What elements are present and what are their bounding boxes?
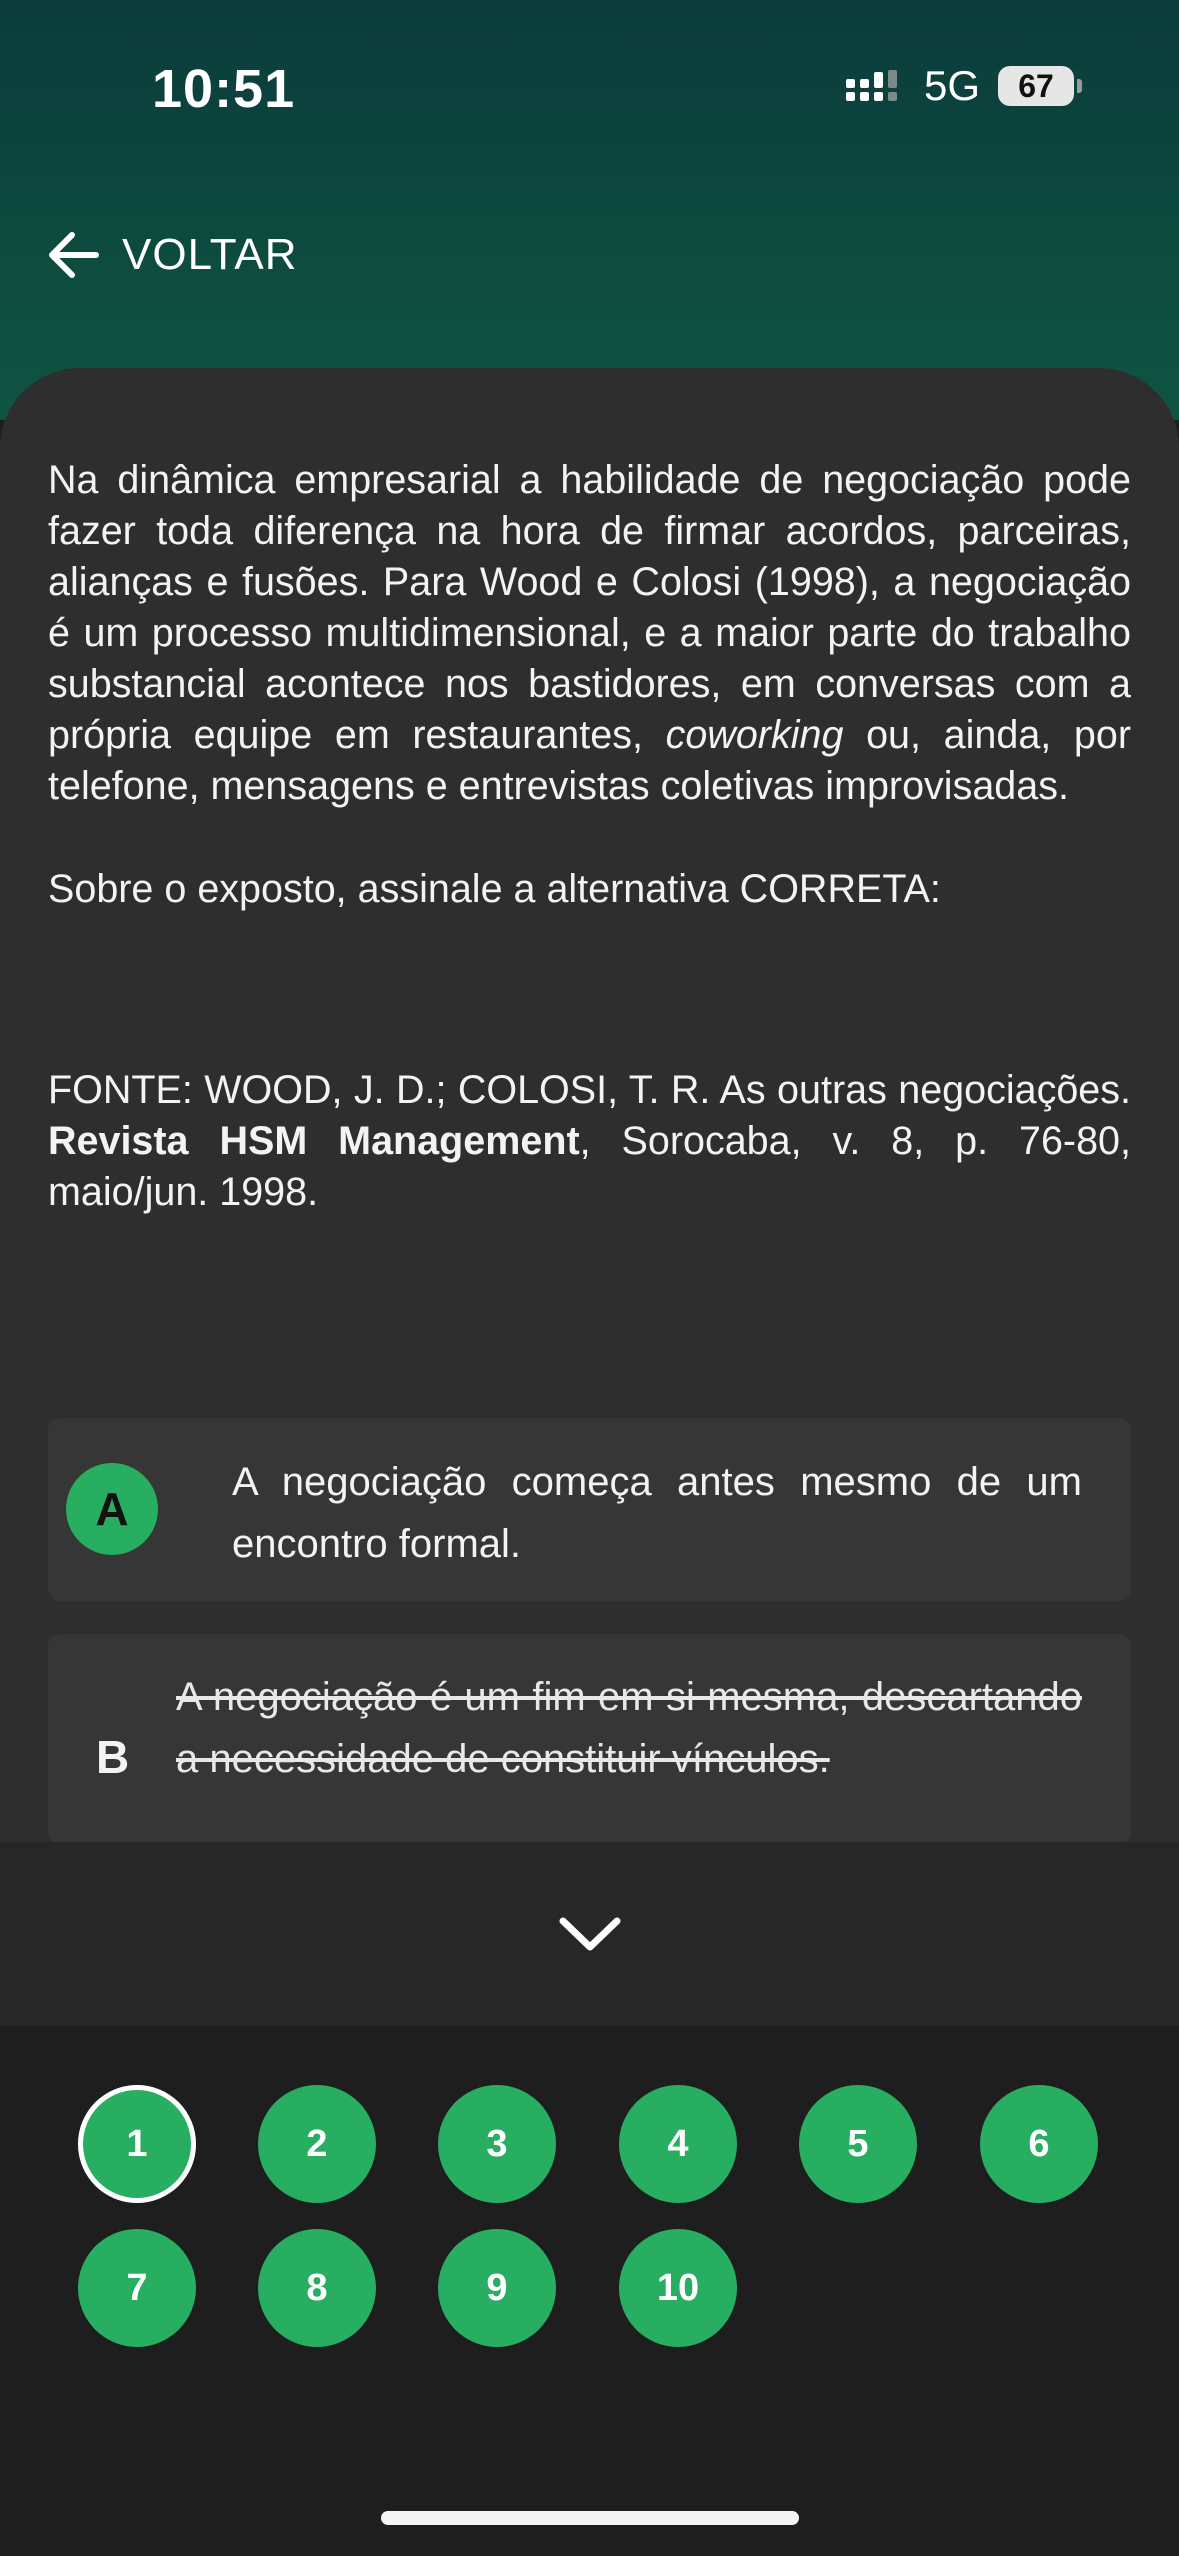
question-number-button[interactable]: 3 [438, 2085, 556, 2203]
question-text [48, 455, 1131, 1218]
question-source [48, 1065, 1131, 1218]
option-a[interactable] [48, 1418, 1131, 1601]
question-number-button[interactable]: 2 [258, 2085, 376, 2203]
option-a-selected-badge: A [66, 1463, 158, 1555]
collapse-panel-button[interactable] [0, 1842, 1179, 2026]
question-prompt: Sobre o exposto, assinale a alternativa CORRETA: [48, 867, 941, 911]
question-number-button[interactable]: 7 [78, 2229, 196, 2347]
question-paragraph-start: Na dinâmica empresarial a habilidade de negociação pode fazer toda diferença na hora de firmar acordos, parceiras, alianças e fusões. Para Wood e Colosi (1998), a negociação é um processo multidimensional, e a maior parte do trabalho substancial acontece nos bastidores, em conversas com a própria equipe em restaurantes, [48, 458, 1131, 757]
question-number-button[interactable]: 8 [258, 2229, 376, 2347]
home-indicator[interactable] [381, 2511, 799, 2525]
question-number-button[interactable]: 4 [619, 2085, 737, 2203]
battery-icon: 67 [998, 66, 1074, 106]
arrow-left-icon [44, 226, 102, 284]
network-type: 5G [924, 62, 981, 109]
question-italic-term: coworking [665, 713, 844, 757]
question-number-button[interactable]: 6 [980, 2085, 1098, 2203]
question-paragraph [48, 455, 1131, 812]
option-b-text: A negociação é um fim em si mesma, descartando a necessidade de constituir vínculos. [176, 1675, 1082, 1781]
option-a-text: A negociação começa antes mesmo de um encontro formal. [232, 1460, 1082, 1566]
question-paragraph-end: ou, ainda, por telefone, mensagens e entrevistas coletivas improvisadas. [48, 713, 1131, 808]
back-button[interactable] [44, 226, 298, 284]
cellular-signal-icon [846, 70, 906, 110]
question-number-button-current[interactable]: 1 [78, 2085, 196, 2203]
source-suffix: , Sorocaba, v. 8, p. 76-80, maio/jun. 1998. [48, 1119, 1131, 1214]
option-b-letter: B [96, 1731, 130, 1783]
question-number-button[interactable]: 10 [619, 2229, 737, 2347]
source-prefix: FONTE: WOOD, J. D.; COLOSI, T. R. As outras negociações. [48, 1068, 1131, 1112]
source-journal: Revista HSM Management [48, 1119, 580, 1163]
status-time: 10:51 [152, 59, 296, 119]
chevron-down-icon [555, 1911, 625, 1957]
question-number-button[interactable]: 9 [438, 2229, 556, 2347]
back-label: VOLTAR [122, 230, 298, 279]
question-number-button[interactable]: 5 [799, 2085, 917, 2203]
option-b-eliminated[interactable] [48, 1634, 1131, 1844]
